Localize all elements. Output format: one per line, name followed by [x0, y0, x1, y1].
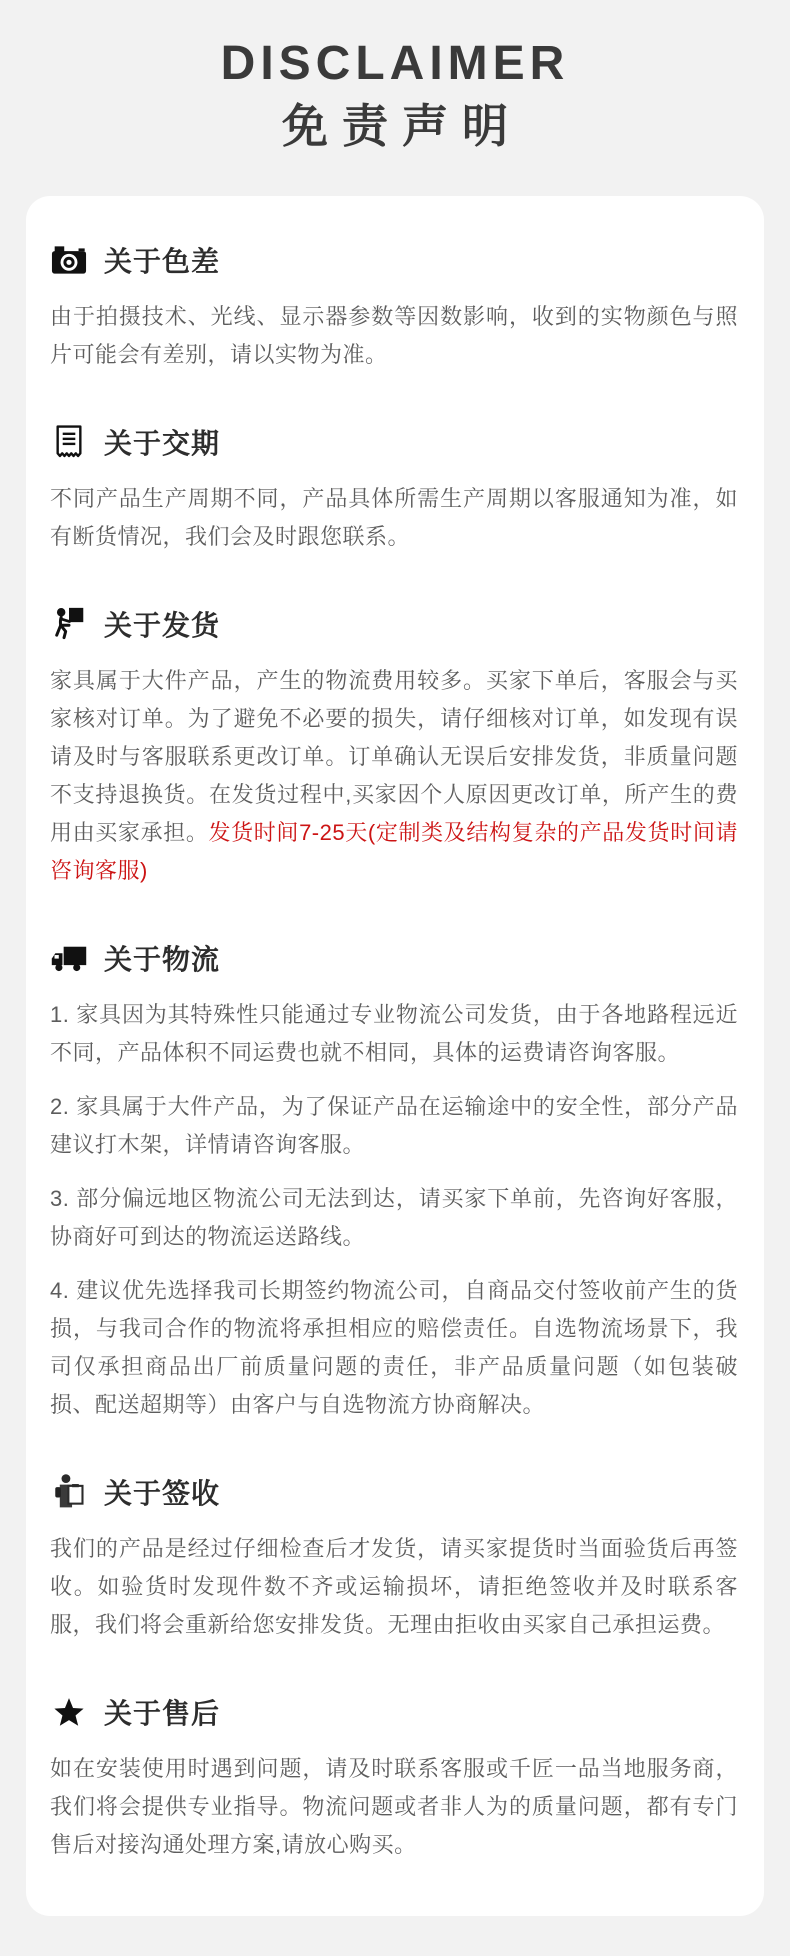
- shipping-alert-text: 发货时间7-25天(定制类及结构复杂的产品发货时间请咨询客服): [50, 820, 738, 884]
- section-paragraph: 由于拍摄技术、光线、显示器参数等因数影响，收到的实物颜色与照片可能会有差别，请以实物为准。: [50, 304, 738, 368]
- section-sign-off: [50, 1472, 738, 1644]
- section-paragraph: 不同产品生产周期不同，产品具体所需生产周期以客服通知为准，如有断货情况，我们会及时跟您联系。: [50, 486, 738, 550]
- section-heading: [50, 1692, 738, 1732]
- section-paragraph: [50, 662, 738, 890]
- section-delivery-time: [50, 422, 738, 556]
- section-heading: [50, 938, 738, 978]
- page-title-en: DISCLAIMER: [220, 37, 570, 90]
- section-after-sales: [50, 1692, 738, 1864]
- shipping-text: 家具属于大件产品，产生的物流费用较多。买家下单后，客服会与买家核对订单。为了避免不必要的损失，请仔细核对订单，如发现有误请及时与客服联系更改订单。订单确认无误后安排发货，非质量问题不支持退换货。在发货过程中,买家因个人原因更改订单，所产生的费用由买家承担。: [50, 668, 738, 846]
- section-title: 关于签收: [104, 1478, 221, 1510]
- section-paragraph: 如在安装使用时遇到问题，请及时联系客服或千匠一品当地服务商，我们将会提供专业指导。物流问题或者非人为的质量问题，都有专门售后对接沟通处理方案,请放心购买。: [50, 1756, 738, 1858]
- section-title: 关于色差: [104, 246, 221, 278]
- delivery-person-icon: [50, 606, 88, 642]
- page-title-zh: 免责声明: [282, 100, 522, 153]
- disclaimer-card: [26, 196, 764, 1916]
- section-logistics: [50, 938, 738, 1424]
- section-paragraph: 2. 家具属于大件产品，为了保证产品在运输途中的安全性，部分产品建议打木架，详情请咨询客服。: [50, 1094, 738, 1158]
- courier-icon: [50, 1473, 88, 1511]
- section-title: 关于交期: [104, 428, 221, 460]
- section-heading: [50, 240, 738, 280]
- section-paragraph: 3. 部分偏远地区物流公司无法到达，请买家下单前，先咨询好客服，协商好可到达的物流运送路线。: [50, 1186, 738, 1250]
- star-icon: [50, 1696, 88, 1728]
- receipt-icon: [50, 425, 88, 459]
- section-title: 关于售后: [104, 1698, 221, 1730]
- section-heading: [50, 604, 738, 644]
- section-heading: [50, 422, 738, 462]
- section-paragraph: 我们的产品是经过仔细检查后才发货，请买家提货时当面验货后再签收。如验货时发现件数不齐或运输损坏，请拒绝签收并及时联系客服，我们将会重新给您安排发货。无理由拒收由买家自己承担运费。: [50, 1536, 738, 1638]
- truck-icon: [50, 942, 88, 974]
- section-title: 关于物流: [104, 944, 221, 976]
- section-paragraph: 4. 建议优先选择我司长期签约物流公司，自商品交付签收前产生的货损，与我司合作的物流将承担相应的赔偿责任。自选物流场景下，我司仅承担商品出厂前质量问题的责任，非产品质量问题（如包装破损、配送超期等）由客户与自选物流方协商解决。: [50, 1278, 738, 1418]
- section-paragraph: 1. 家具因为其特殊性只能通过专业物流公司发货，由于各地路程远近不同，产品体积不同运费也就不相同，具体的运费请咨询客服。: [50, 1002, 738, 1066]
- section-title: 关于发货: [104, 610, 221, 642]
- camera-icon: [50, 245, 88, 275]
- section-color-difference: [50, 240, 738, 374]
- page-header: [0, 0, 790, 154]
- section-heading: [50, 1472, 738, 1512]
- section-shipping: [50, 604, 738, 890]
